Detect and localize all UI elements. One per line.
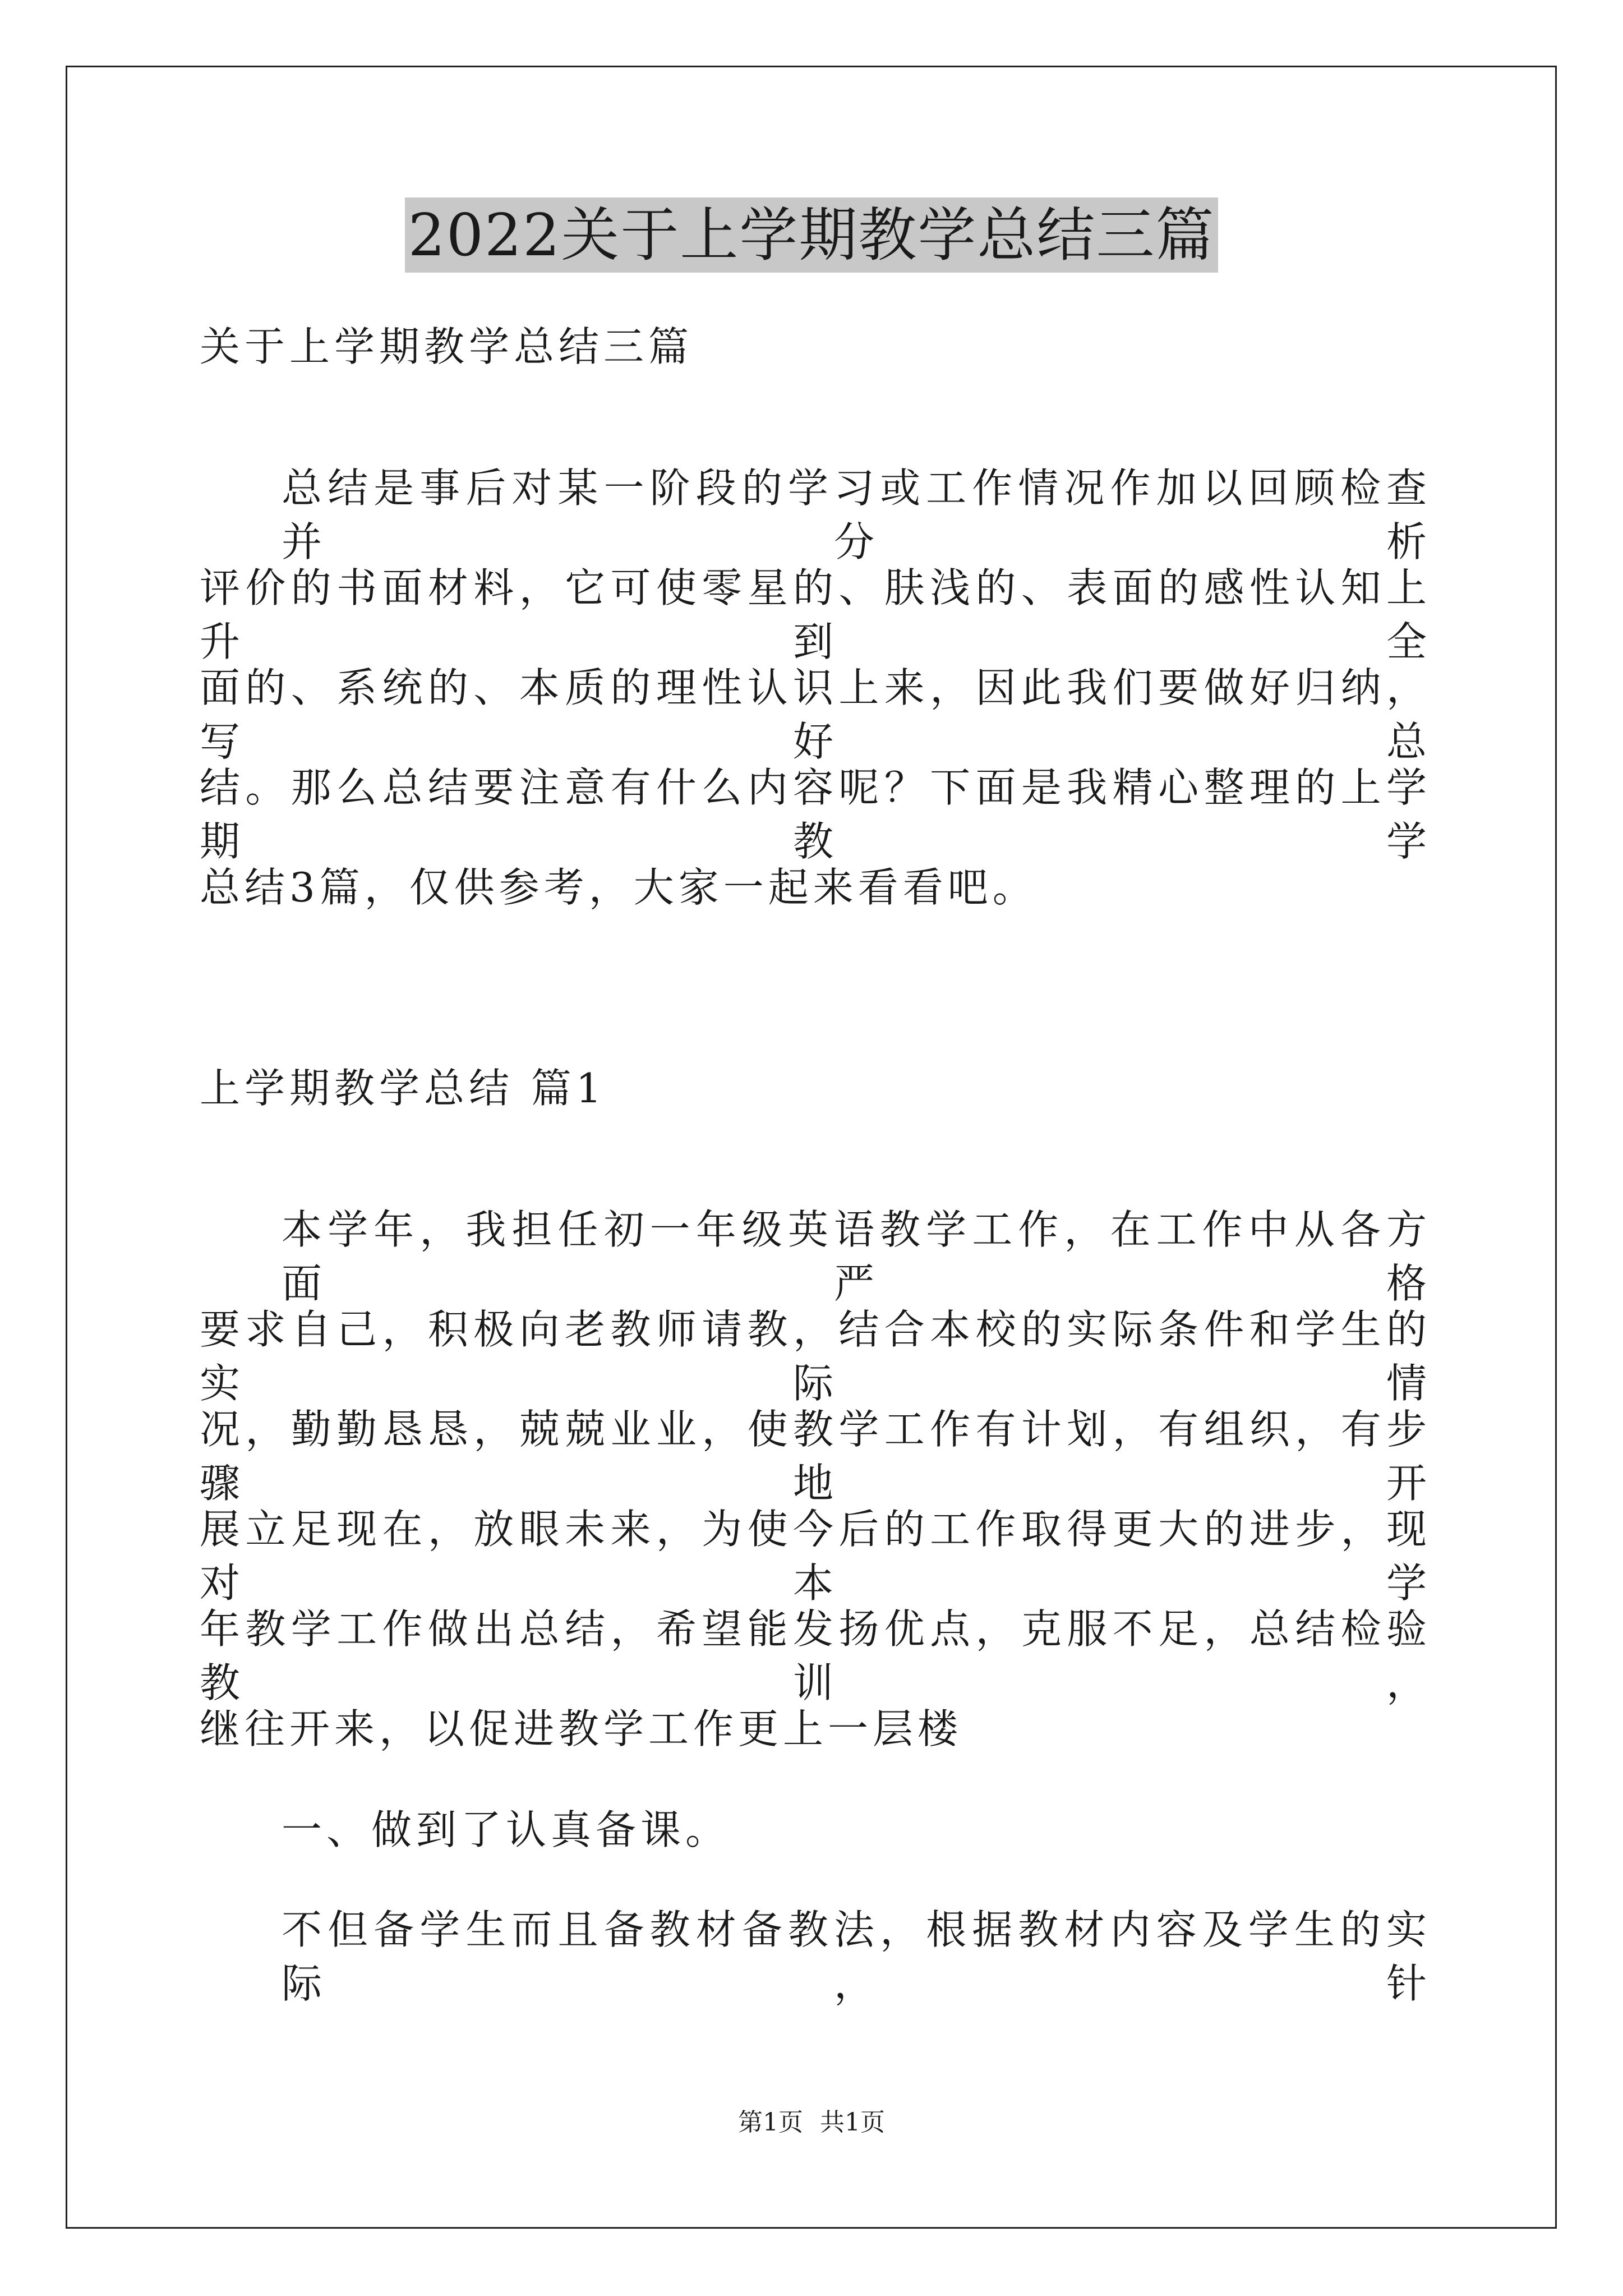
paragraph-line: 继往开来，以促进教学工作更上一层楼	[200, 1705, 963, 1752]
paragraph-line: 结。那么总结要注意有什么内容呢？下面是我精心整理的上学期教学	[200, 764, 1431, 865]
paragraph-line: 本学年，我担任初一年级英语教学工作，在工作中从各方面严格	[282, 1206, 1431, 1307]
paragraph-line: 况，勤勤恳恳，兢兢业业，使教学工作有计划，有组织，有步骤地开	[200, 1406, 1431, 1507]
paragraph-line: 不但备学生而且备教材备教法，根据教材内容及学生的实际，针	[282, 1906, 1431, 2007]
subsection-heading: 一、做到了认真备课。	[282, 1806, 731, 1853]
paragraph-line: 年教学工作做出总结，希望能发扬优点，克服不足，总结检验教训，	[200, 1605, 1431, 1706]
subtitle-line: 关于上学期教学总结三篇	[200, 323, 694, 370]
section-heading: 上学期教学总结 篇1	[200, 1065, 606, 1112]
paragraph-line: 要求自己，积极向老教师请教，结合本校的实际条件和学生的实际情	[200, 1306, 1431, 1407]
title-container	[0, 197, 1623, 273]
paragraph-line: 总结3篇，仅供参考，大家一起来看看吧。	[200, 864, 1038, 911]
paragraph-line: 展立足现在，放眼未来，为使今后的工作取得更大的进步，现对本学	[200, 1506, 1431, 1607]
page-number: 第1页	[738, 2108, 803, 2137]
page-footer	[0, 2106, 1623, 2139]
document-title: 2022关于上学期教学总结三篇	[405, 197, 1219, 273]
paragraph-line: 总结是事后对某一阶段的学习或工作情况作加以回顾检查并分析	[282, 464, 1431, 565]
paragraph-line: 评价的书面材料，它可使零星的、肤浅的、表面的感性认知上升到全	[200, 564, 1431, 665]
paragraph-line: 面的、系统的、本质的理性认识上来，因此我们要做好归纳，写好总	[200, 664, 1431, 765]
page-total: 共1页	[820, 2108, 885, 2137]
